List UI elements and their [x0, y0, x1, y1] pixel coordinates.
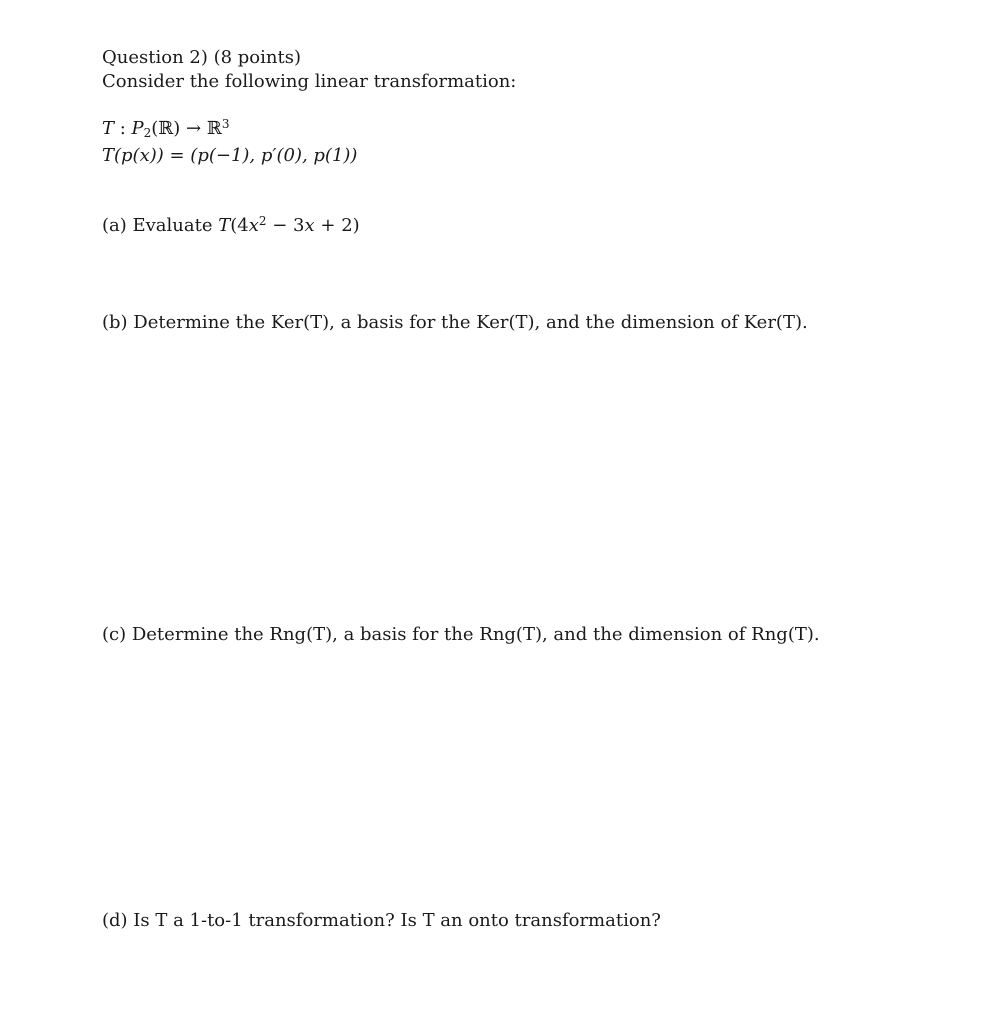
question-intro: Consider the following linear transformation: [102, 71, 517, 92]
part-a-expr-close: + 2) [314, 215, 360, 236]
part-a [102, 215, 360, 237]
transformation-mapping [102, 118, 229, 140]
part-a-expr-rest: − 3 [266, 215, 305, 236]
map-symbol-T: T [102, 118, 115, 139]
part-a-x2: x [304, 215, 315, 236]
part-b: (b) Determine the Ker(T), a basis for the Ker(T), and the dimension of Ker(T). [102, 312, 808, 333]
map-colon: : [114, 118, 132, 139]
map-domain-subscript: 2 [143, 126, 152, 140]
map-codomain: ℝ [206, 118, 222, 139]
map-domain-P: P [131, 118, 144, 139]
part-a-exponent: 2 [258, 214, 267, 228]
part-a-expr-open: (4 [230, 215, 249, 236]
part-a-prefix: (a) Evaluate [102, 215, 219, 236]
map-arrow: → [180, 118, 207, 139]
part-a-x: x [248, 215, 259, 236]
part-d: (d) Is T a 1-to-1 transformation? Is T an onto transformation? [102, 910, 661, 931]
map-codomain-exponent: 3 [221, 117, 230, 131]
part-c: (c) Determine the Rng(T), a basis for the Rng(T), and the dimension of Rng(T). [102, 624, 820, 645]
question-header: Question 2) (8 points) [102, 47, 301, 68]
transformation-rule: T(p(x)) = (p(−1), p′(0), p(1)) [102, 145, 358, 166]
map-domain-field: (ℝ) [151, 118, 181, 139]
part-a-T: T [218, 215, 231, 236]
